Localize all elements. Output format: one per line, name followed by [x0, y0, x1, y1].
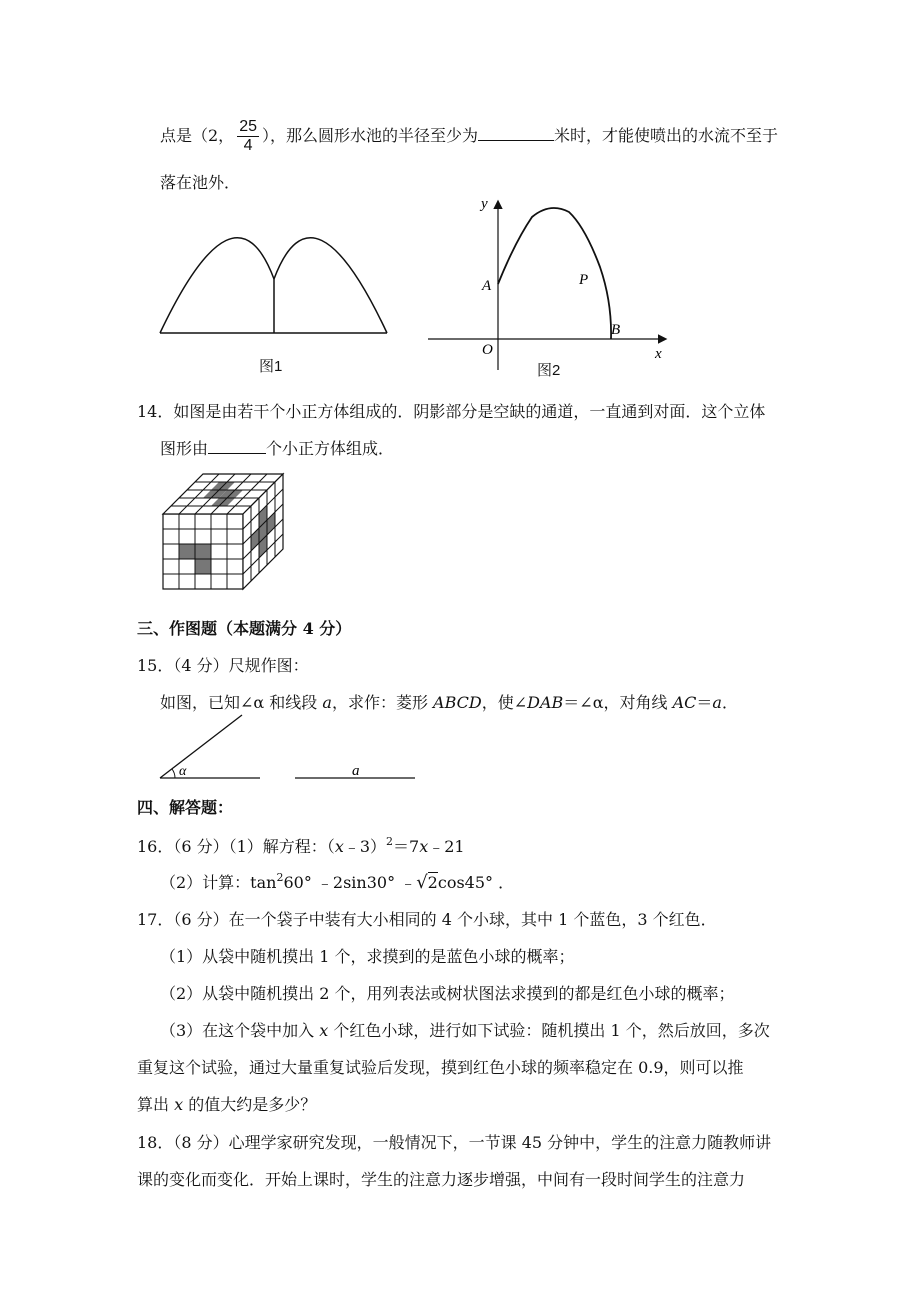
q13-answer-blank[interactable] — [478, 124, 554, 141]
sqrt-symbol: √ — [416, 872, 428, 893]
figure-2-graph — [425, 192, 675, 377]
angle-alpha-figure — [155, 710, 265, 785]
q13-line1-post: 米时，才能使喷出的水流不至于 — [554, 126, 779, 145]
q17-line5: 重复这个试验，通过大量重复试验后发现，摸到红色小球的频率稳定在 0.9，则可以推 — [137, 1058, 744, 1077]
q16-line2: （2）计算：$\tan^260^\circ$ ﹣2sin30° ﹣√2cos45° ． — [160, 871, 515, 893]
q14-line2-post: 个小正方体组成． — [266, 439, 395, 458]
cube-figure — [158, 470, 288, 595]
q17-line1: 17．（6 分）在一个袋子中装有大小相同的 4 个小球，其中 1 个蓝色，3 个红色． — [137, 910, 717, 929]
angle-alpha-label: α — [179, 764, 187, 779]
q17-line4: （3）在这个袋中加入 x 个红色小球，进行如下试验：随机摸出 1 个，然后放回，多次 — [160, 1021, 770, 1040]
fig2-label-y: y — [481, 196, 488, 212]
angle-ray-slant — [160, 715, 242, 778]
section-3-title: 三、作图题（本题满分 4 分） — [137, 619, 352, 638]
q13-line2: 落在池外． — [160, 173, 241, 192]
fig2-label-x: x — [655, 346, 662, 362]
q17-line2: （1）从袋中随机摸出 1 个，求摸到的是蓝色小球的概率； — [160, 947, 575, 966]
q14-line1: 14．如图是由若干个小正方体组成的．阴影部分是空缺的通道，一直通到对面．这个立体 — [137, 402, 766, 421]
q18-line2: 课的变化而变化．开始上课时，学生的注意力逐步增强，中间有一段时间学生的注意力 — [137, 1170, 746, 1189]
sqrt-radicand: 2 — [427, 873, 438, 892]
q13-line1 — [160, 118, 778, 155]
section-4-title: 四、解答题： — [137, 798, 234, 817]
fraction-25-over-4: $\frac{25}{4}$ — [239, 118, 257, 154]
q17-line3: （2）从袋中随机摸出 2 个，用列表法或树状图法求摸到的都是红色小球的概率； — [160, 984, 735, 1003]
cube-front-shade-3 — [195, 559, 211, 574]
q17-line6: 算出 x 的值大约是多少？ — [137, 1095, 317, 1114]
fig2-caption: 图2 — [537, 362, 561, 379]
cube-front-shade-1 — [179, 544, 195, 559]
fig2-label-P: P — [579, 272, 589, 288]
q18-line1: 18．（8 分）心理学家研究发现，一般情况下，一节课 45 分钟中，学生的注意力随教师讲 — [137, 1133, 772, 1152]
q14-line2 — [160, 436, 394, 459]
q15-line2: 如图，已知∠α 和线段 a，求作：菱形 ABCD，使∠DAB＝∠α，对角线 AC＝a． — [160, 693, 738, 712]
fig2-label-O: O — [482, 342, 493, 358]
q14-line2-pre: 图形由 — [160, 439, 209, 458]
q16-line1: 16．（6 分）（1）解方程：（x﹣3）$^2$＝7x﹣21 — [137, 835, 465, 856]
fig1-right-parabola — [274, 238, 387, 333]
q14-answer-blank[interactable] — [208, 437, 266, 454]
fig1-caption: 图1 — [259, 358, 283, 375]
fig2-label-B: B — [611, 322, 621, 338]
cube-front-shade-2 — [195, 544, 211, 559]
segment-a-figure — [290, 755, 420, 785]
q15-line1: 15．（4 分）尺规作图： — [137, 656, 309, 675]
q13-line1-mid: ），那么圆形水池的半径至少为 — [261, 126, 478, 145]
fig2-parabola — [498, 208, 611, 339]
segment-a-label: a — [352, 763, 360, 779]
fig1-left-parabola — [160, 238, 274, 333]
angle-arc — [172, 769, 175, 778]
q13-line1-pre: 点是（2， — [160, 126, 235, 145]
fig2-label-A: A — [482, 278, 492, 294]
figure-1-fountain — [155, 225, 395, 375]
